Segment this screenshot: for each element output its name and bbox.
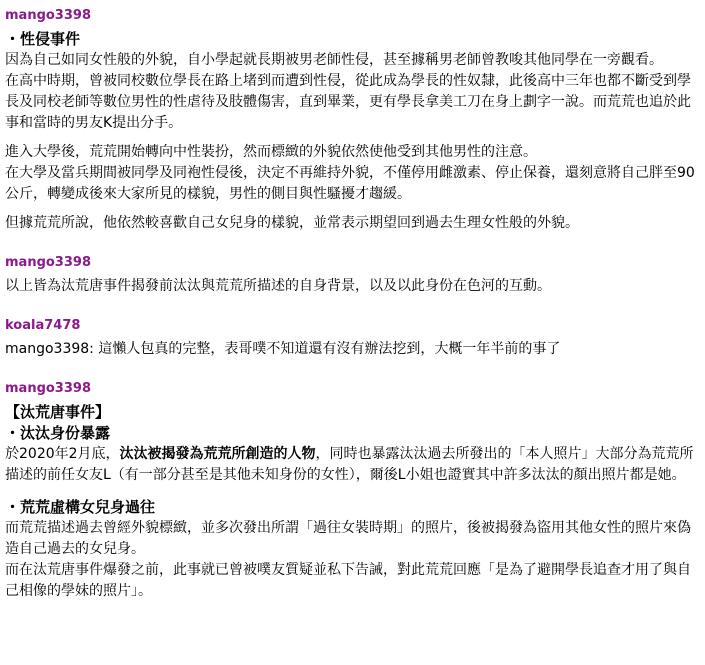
post <box>5 252 700 297</box>
username[interactable]: mango3398 <box>5 381 91 396</box>
paragraph: mango3398: 這懶人包真的完整，表哥噗不知道還有沒有辦法挖到，大概一年半前的事了 <box>5 341 561 357</box>
paragraph: 但據荒荒所說，他依然較喜歡自己女兒身的樣貌，並常表示期望回到過去生理女性般的外貌。 <box>5 215 579 231</box>
post <box>5 315 700 360</box>
emphasis-text: 汰汰被揭發為荒荒所創造的人物 <box>119 446 316 462</box>
post-body <box>5 29 700 234</box>
username[interactable]: mango3398 <box>5 255 91 270</box>
username[interactable]: mango3398 <box>5 8 91 23</box>
paragraph <box>5 444 700 486</box>
username[interactable]: koala7478 <box>5 318 81 333</box>
post <box>5 378 700 602</box>
section-heading: ・汰汰身份暴露 <box>5 424 111 442</box>
paragraph: 在大學及當兵期間被同學及同袍性侵後，決定不再維持外貌，不僅停用雌激素、停止保養，還刻意將自己胖至90公斤，轉變成後來大家所見的樣貌，男性的側目與性騷擾才趨緩。 <box>5 165 695 202</box>
paragraph: 以上皆為汰荒唐事件揭發前汰汰與荒荒所描述的自身背景，以及以此身份在色河的互動。 <box>5 278 551 294</box>
post-body <box>5 339 700 360</box>
post-title: 【汰荒唐事件】 <box>5 403 111 421</box>
post-body <box>5 276 700 297</box>
section-heading: ・荒荒虛構女兒身過往 <box>5 498 156 516</box>
paragraph-text: ，同時也暴露汰汰過去所發出的「本人照片」大部分為荒荒所描述的前任女友L（有一部分甚至是其他未知身份的女性），爾後L小姐也證實其中許多汰汰的顏出照片都是她。 <box>5 446 694 483</box>
post-body <box>5 402 700 602</box>
paragraph: 進入大學後，荒荒開始轉向中性裝扮，然而標緻的外貌依然使他受到其他男性的注意。 <box>5 144 537 160</box>
paragraph: 在高中時期，曾被同校數位學長在路上堵到而遭到性侵，從此成為學長的性奴隸，此後高中三年也都不斷受到學長及同校老師等數位男性的性虐待及肢體傷害，直到畢業，更有學長拿美工刀在身上劃字一說。而荒荒也追於此事和當時的男友K提出分手。 <box>5 73 691 131</box>
post <box>5 5 700 234</box>
paragraph: 而在汰荒唐事件爆發之前，此事就已曾被噗友質疑並私下告誡，對此荒荒回應「是為了避開學長追查才用了與自己相像的學妹的照片」。 <box>5 562 691 599</box>
paragraph-text: 於2020年2月底， <box>5 446 120 462</box>
paragraph: 而荒荒描述過去曾經外貌標緻，並多次發出所謂「過往女裝時期」的照片，後被揭發為盜用其他女性的照片來偽造自己過去的女兒身。 <box>5 520 691 557</box>
paragraph: 因為自己如同女性般的外貌，自小學起就長期被男老師性侵，甚至據稱男老師曾教唆其他同學在一旁觀看。 <box>5 52 663 68</box>
section-heading: ・性侵事件 <box>5 30 81 48</box>
